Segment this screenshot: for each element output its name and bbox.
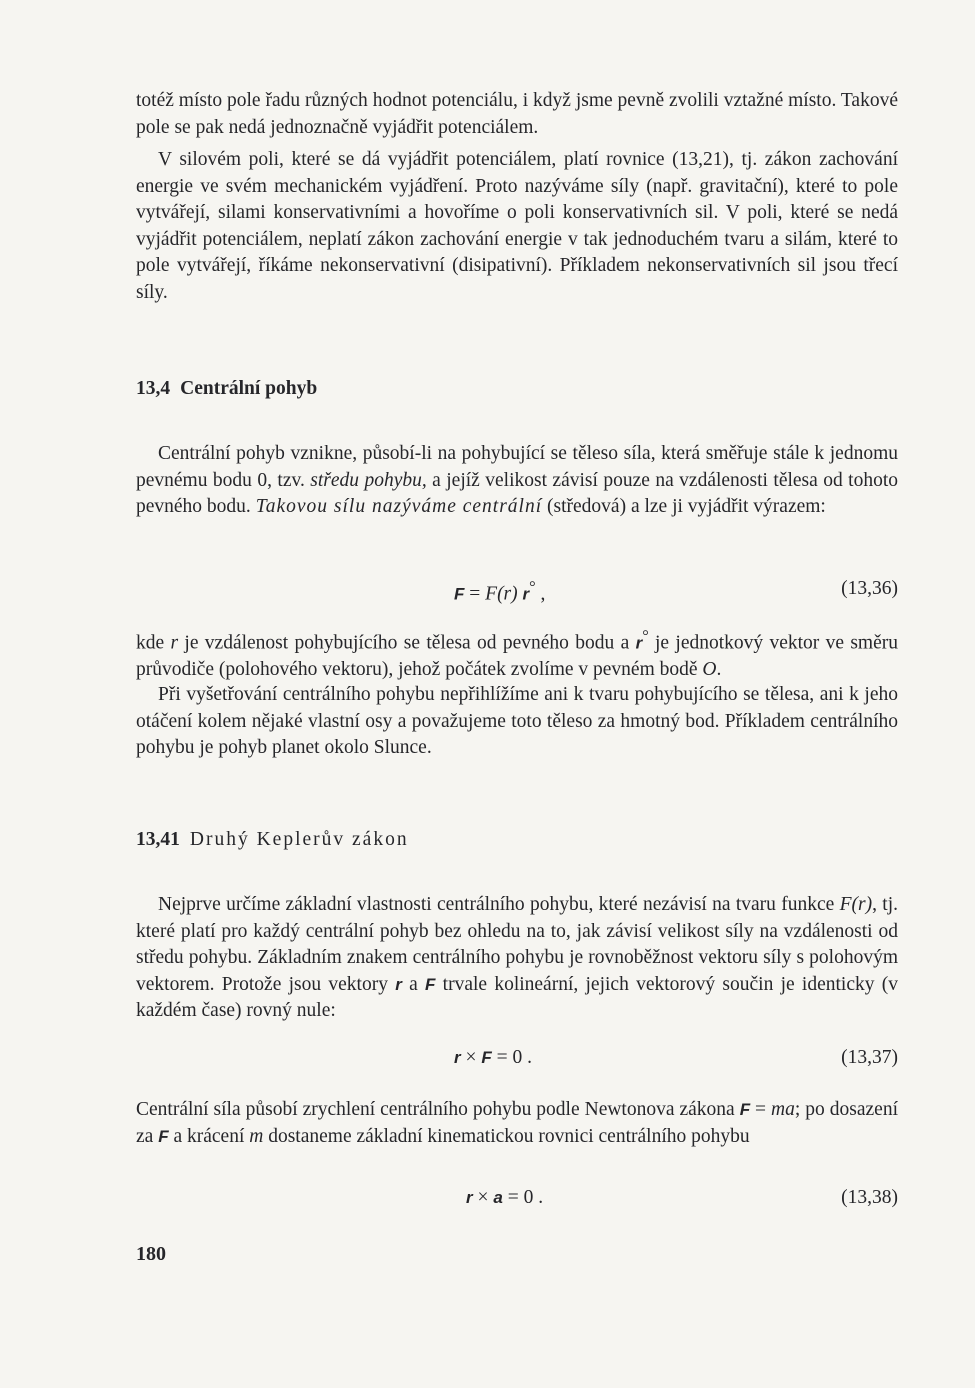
section-heading-13-41 <box>136 829 409 851</box>
paragraph-conservative-forces <box>136 147 898 307</box>
superscript: ° <box>529 578 536 596</box>
equation-number: (13,36) <box>841 578 898 599</box>
punctuation: , <box>535 583 546 605</box>
superscript: ° <box>642 627 649 645</box>
text-run: a krácení <box>168 1125 250 1147</box>
equation-13-36 <box>136 578 898 606</box>
formula <box>454 578 545 606</box>
text-run: a jejíž velikost závisí pouze na vzdálenosti tělesa od tohoto pevného bodu. <box>136 469 898 518</box>
equation-number: (13,37) <box>841 1047 898 1068</box>
section-heading-13-4 <box>136 378 317 400</box>
text-run: Centrální síla působí zrychlení centrálního pohybu podle Newtonova zákona <box>136 1099 740 1120</box>
paragraph-newton-law <box>136 1097 898 1150</box>
operator: × <box>460 1047 482 1068</box>
text-run: ; po dosazení za <box>136 1099 898 1147</box>
operator: = <box>464 583 486 605</box>
italic-term: středu pohybu, <box>310 469 427 491</box>
equation-13-37 <box>136 1047 898 1075</box>
operator: = 0 . <box>502 1187 544 1208</box>
vector-symbol: F <box>425 974 436 994</box>
vector-symbol: F <box>158 1126 169 1146</box>
operator: × <box>472 1187 494 1208</box>
text-run: je jednotkový vektor ve směru průvodiče (polohového vektoru), jehož počátek zvolíme v pevném bodě <box>136 632 899 681</box>
section-number: 13,41 <box>136 829 180 850</box>
vector-symbol: r <box>635 633 643 653</box>
point-symbol: O <box>702 659 717 681</box>
paragraph-continuation <box>136 88 898 141</box>
text-run: (středová) a lze ji vyjádřit výrazem: <box>542 496 826 518</box>
text-run: kde <box>136 632 171 654</box>
vector-symbol: r <box>522 584 530 604</box>
operator: = <box>750 1099 772 1120</box>
vector-symbol: r <box>454 1048 461 1067</box>
paragraph-text <box>136 623 898 684</box>
operator: = 0 . <box>491 1047 533 1068</box>
paragraph-text: Při vyšetřování centrálního pohybu nepřihlížíme ani k tvaru pohybujícího se tělesa, ani k jeho otáčení kolem nějaké vlastní osy a považujeme toto těleso za hmotný bod. Příkladem centrálního pohybu je pohyb planet okolo Slunce. <box>136 684 898 759</box>
paragraph-text <box>136 441 898 521</box>
section-title: Druhý Keplerův zákon <box>189 829 409 850</box>
vector-symbol: r <box>395 974 402 994</box>
text-run: je vzdálenost pohybujícího se tělesa od pevného bodu a <box>178 632 636 654</box>
section-title: Centrální pohyb <box>180 378 318 399</box>
text-run: trvale kolineární, jejich vektorový součin je identicky (v každém čase) rovný nule: <box>136 973 898 1022</box>
equation-number: (13,38) <box>841 1187 898 1208</box>
paragraph-text: totéž místo pole řadu různých hodnot potenciálu, i když jsme pevně zvolili vztažné místo. Takové pole se pak nedá jednoznačně vyjádřit potenciálem. <box>136 90 898 138</box>
function-expression: F(r) <box>839 894 873 915</box>
text-run: Centrální pohyb vznikne, působí-li na pohybující se těleso síla, která směřuje stále k jednomu pevnému bodu 0, tzv. <box>136 443 898 491</box>
text-run: dostaneme základní kinematickou rovnici centrálního pohybu <box>263 1125 750 1147</box>
math-expression: ma <box>771 1099 795 1120</box>
scalar-symbol: r <box>170 632 179 654</box>
vector-symbol: F <box>454 584 465 604</box>
function-argument: (r) <box>497 583 518 605</box>
vector-symbol: F <box>481 1048 492 1067</box>
page-number: 180 <box>136 1243 166 1265</box>
text-run: Nejprve určíme základní vlastnosti centrálního pohybu, které nezávisí na tvaru funkce <box>158 894 840 915</box>
text-run: , tj. které platí pro každý centrální pohyb bez ohledu na to, jak závisí velikost síly na vzdálenosti od středu pohybu. Základním znakem centrálního pohybu je rovnoběžnost vektoru síly s polohovým vektorem. Protože jsou vektory <box>136 894 898 995</box>
paragraph-central-motion-definition <box>136 441 898 521</box>
scalar-symbol: m <box>249 1125 264 1147</box>
text-run: a <box>401 973 426 995</box>
paragraph-text: V silovém poli, které se dá vyjádřit potenciálem, platí rovnice (13,21), tj. zákon zachování energie ve svém mechanickém vyjádření. Proto nazýváme síly (např. gravitační), které to pole vytvářejí, silami konservativními a hovoříme o poli konservativních sil. V poli, které se nedá vyjádřit potenciálem, neplatí zákon zachování energie v tak jednoduchém tvaru a silám, které to pole vytvářejí, říkáme nekonservativní (disipativní). Příkladem nekonservativních sil jsou třecí síly. <box>136 149 898 303</box>
equation-13-38 <box>136 1187 898 1215</box>
function-symbol: F <box>485 583 498 605</box>
text-run: . <box>716 659 722 681</box>
vector-symbol: a <box>493 1188 503 1207</box>
paragraph-text <box>136 1097 898 1150</box>
formula <box>466 1187 543 1209</box>
paragraph-variables <box>136 623 898 684</box>
paragraph-material-point <box>136 682 898 762</box>
vector-symbol: r <box>466 1188 473 1207</box>
italic-definition: Takovou sílu nazýváme centrální <box>255 496 543 518</box>
section-number: 13,4 <box>136 378 171 399</box>
paragraph-text <box>136 892 898 1025</box>
paragraph-kepler-law <box>136 892 898 1025</box>
vector-symbol: F <box>739 1100 751 1119</box>
formula <box>454 1047 532 1069</box>
